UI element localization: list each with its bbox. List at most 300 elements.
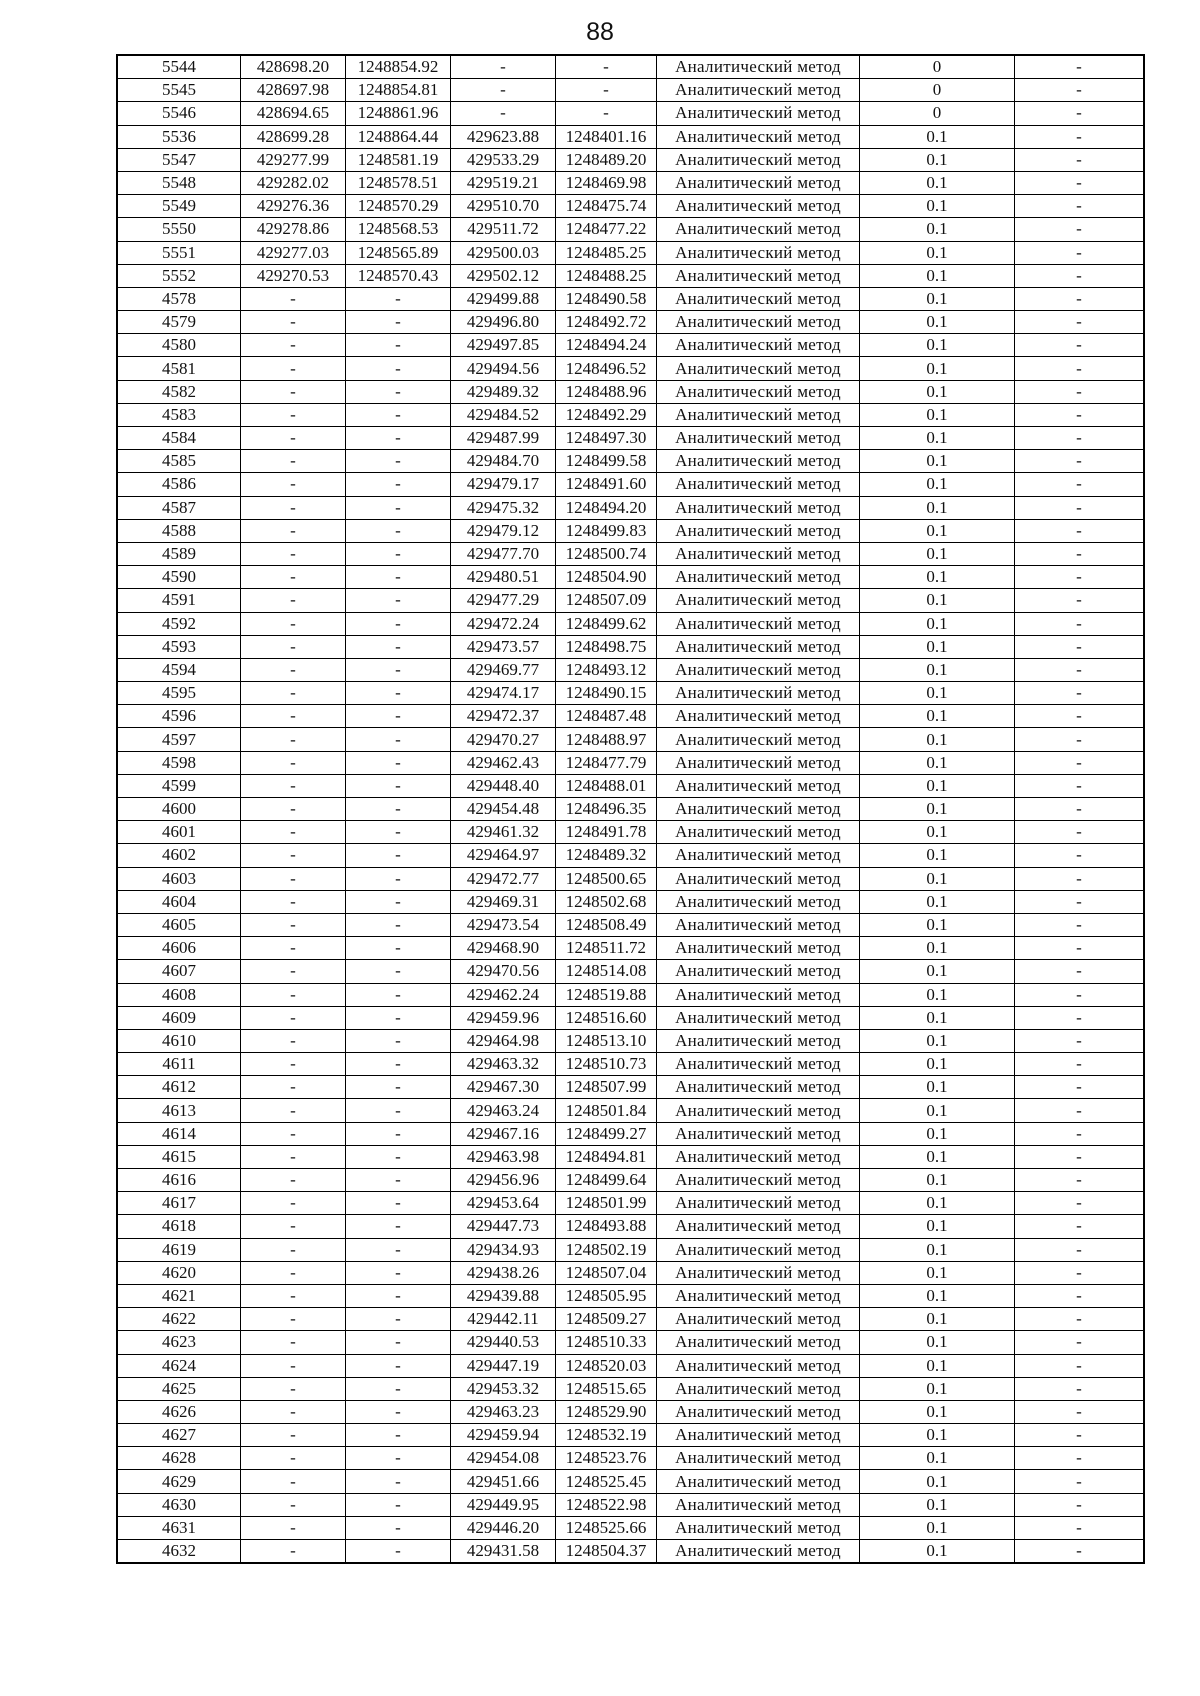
y-old-cell: - (346, 844, 451, 867)
y-new-cell: 1248502.19 (556, 1238, 657, 1261)
accuracy-cell: 0.1 (860, 635, 1015, 658)
method-cell: Аналитический метод (657, 473, 860, 496)
last-cell: - (1015, 311, 1145, 334)
last-cell: - (1015, 102, 1145, 125)
last-cell: - (1015, 612, 1145, 635)
x-old-cell: - (241, 1308, 346, 1331)
y-new-cell: 1248515.65 (556, 1377, 657, 1400)
x-new-cell: 429434.93 (451, 1238, 556, 1261)
y-new-cell: 1248507.04 (556, 1261, 657, 1284)
y-new-cell: 1248504.37 (556, 1540, 657, 1564)
y-old-cell: - (346, 1447, 451, 1470)
method-cell: Аналитический метод (657, 1076, 860, 1099)
point-number-cell: 5549 (117, 195, 241, 218)
method-cell: Аналитический метод (657, 1284, 860, 1307)
y-new-cell: 1248525.66 (556, 1516, 657, 1539)
table-row (117, 1400, 1144, 1423)
coordinates-table-body (117, 55, 1144, 1563)
table-row (117, 241, 1144, 264)
method-cell: Аналитический метод (657, 55, 860, 79)
method-cell: Аналитический метод (657, 542, 860, 565)
point-number-cell: 4587 (117, 496, 241, 519)
x-old-cell: - (241, 1400, 346, 1423)
x-new-cell: 429470.56 (451, 960, 556, 983)
x-old-cell: 428698.20 (241, 55, 346, 79)
x-new-cell: 429470.27 (451, 728, 556, 751)
y-old-cell: - (346, 357, 451, 380)
y-new-cell: 1248516.60 (556, 1006, 657, 1029)
y-old-cell: - (346, 334, 451, 357)
accuracy-cell: 0.1 (860, 937, 1015, 960)
y-new-cell: 1248491.60 (556, 473, 657, 496)
point-number-cell: 4600 (117, 798, 241, 821)
method-cell: Аналитический метод (657, 937, 860, 960)
last-cell: - (1015, 937, 1145, 960)
point-number-cell: 4618 (117, 1215, 241, 1238)
last-cell: - (1015, 658, 1145, 681)
x-new-cell: 429461.32 (451, 821, 556, 844)
y-old-cell: - (346, 1470, 451, 1493)
method-cell: Аналитический метод (657, 1424, 860, 1447)
point-number-cell: 4610 (117, 1029, 241, 1052)
y-old-cell: - (346, 380, 451, 403)
y-old-cell: - (346, 728, 451, 751)
table-row (117, 1424, 1144, 1447)
last-cell: - (1015, 1099, 1145, 1122)
method-cell: Аналитический метод (657, 450, 860, 473)
x-old-cell: - (241, 403, 346, 426)
method-cell: Аналитический метод (657, 1006, 860, 1029)
method-cell: Аналитический метод (657, 148, 860, 171)
accuracy-cell: 0.1 (860, 1284, 1015, 1307)
x-old-cell: 429277.03 (241, 241, 346, 264)
last-cell: - (1015, 1470, 1145, 1493)
y-old-cell: - (346, 1308, 451, 1331)
table-row (117, 1447, 1144, 1470)
accuracy-cell: 0.1 (860, 1354, 1015, 1377)
accuracy-cell: 0.1 (860, 1493, 1015, 1516)
x-new-cell: 429477.29 (451, 589, 556, 612)
last-cell: - (1015, 171, 1145, 194)
accuracy-cell: 0.1 (860, 1099, 1015, 1122)
x-old-cell: - (241, 612, 346, 635)
point-number-cell: 4597 (117, 728, 241, 751)
point-number-cell: 4583 (117, 403, 241, 426)
table-row (117, 937, 1144, 960)
x-new-cell: 429474.17 (451, 682, 556, 705)
table-row (117, 450, 1144, 473)
point-number-cell: 4584 (117, 427, 241, 450)
method-cell: Аналитический метод (657, 844, 860, 867)
y-old-cell: - (346, 658, 451, 681)
last-cell: - (1015, 125, 1145, 148)
y-new-cell: - (556, 55, 657, 79)
y-new-cell: 1248520.03 (556, 1354, 657, 1377)
x-new-cell: 429475.32 (451, 496, 556, 519)
point-number-cell: 4627 (117, 1424, 241, 1447)
x-old-cell: - (241, 1284, 346, 1307)
x-new-cell: 429462.24 (451, 983, 556, 1006)
accuracy-cell: 0.1 (860, 496, 1015, 519)
last-cell: - (1015, 635, 1145, 658)
table-row (117, 102, 1144, 125)
point-number-cell: 4593 (117, 635, 241, 658)
last-cell: - (1015, 1261, 1145, 1284)
table-row (117, 1377, 1144, 1400)
last-cell: - (1015, 821, 1145, 844)
point-number-cell: 5546 (117, 102, 241, 125)
last-cell: - (1015, 1053, 1145, 1076)
accuracy-cell: 0.1 (860, 1424, 1015, 1447)
y-new-cell: 1248492.29 (556, 403, 657, 426)
accuracy-cell: 0.1 (860, 195, 1015, 218)
x-old-cell: - (241, 450, 346, 473)
method-cell: Аналитический метод (657, 311, 860, 334)
x-old-cell: - (241, 1354, 346, 1377)
accuracy-cell: 0.1 (860, 1540, 1015, 1564)
y-old-cell: 1248568.53 (346, 218, 451, 241)
accuracy-cell: 0.1 (860, 218, 1015, 241)
last-cell: - (1015, 357, 1145, 380)
accuracy-cell: 0.1 (860, 1331, 1015, 1354)
accuracy-cell: 0.1 (860, 1029, 1015, 1052)
y-old-cell: - (346, 287, 451, 310)
x-old-cell: 428697.98 (241, 79, 346, 102)
table-row (117, 751, 1144, 774)
last-cell: - (1015, 427, 1145, 450)
method-cell: Аналитический метод (657, 287, 860, 310)
last-cell: - (1015, 705, 1145, 728)
accuracy-cell: 0.1 (860, 1447, 1015, 1470)
x-new-cell: 429447.73 (451, 1215, 556, 1238)
point-number-cell: 4581 (117, 357, 241, 380)
point-number-cell: 4604 (117, 890, 241, 913)
point-number-cell: 4613 (117, 1099, 241, 1122)
accuracy-cell: 0.1 (860, 241, 1015, 264)
method-cell: Аналитический метод (657, 589, 860, 612)
x-old-cell: 428699.28 (241, 125, 346, 148)
accuracy-cell: 0.1 (860, 612, 1015, 635)
accuracy-cell: 0.1 (860, 1192, 1015, 1215)
y-old-cell: - (346, 1400, 451, 1423)
y-new-cell: 1248493.88 (556, 1215, 657, 1238)
last-cell: - (1015, 774, 1145, 797)
x-old-cell: - (241, 913, 346, 936)
x-old-cell: - (241, 960, 346, 983)
accuracy-cell: 0.1 (860, 798, 1015, 821)
x-new-cell: 429468.90 (451, 937, 556, 960)
method-cell: Аналитический метод (657, 1053, 860, 1076)
x-new-cell: 429484.70 (451, 450, 556, 473)
y-new-cell: 1248507.09 (556, 589, 657, 612)
x-new-cell: 429487.99 (451, 427, 556, 450)
x-old-cell: - (241, 1261, 346, 1284)
x-old-cell: - (241, 635, 346, 658)
y-new-cell: 1248475.74 (556, 195, 657, 218)
method-cell: Аналитический метод (657, 658, 860, 681)
accuracy-cell: 0.1 (860, 1377, 1015, 1400)
method-cell: Аналитический метод (657, 960, 860, 983)
point-number-cell: 4586 (117, 473, 241, 496)
method-cell: Аналитический метод (657, 1354, 860, 1377)
table-row (117, 983, 1144, 1006)
y-new-cell: 1248504.90 (556, 566, 657, 589)
y-old-cell: - (346, 589, 451, 612)
method-cell: Аналитический метод (657, 357, 860, 380)
x-new-cell: 429510.70 (451, 195, 556, 218)
y-new-cell: 1248488.97 (556, 728, 657, 751)
y-old-cell: 1248570.29 (346, 195, 451, 218)
point-number-cell: 5552 (117, 264, 241, 287)
table-row (117, 1308, 1144, 1331)
y-new-cell: 1248519.88 (556, 983, 657, 1006)
accuracy-cell: 0.1 (860, 311, 1015, 334)
accuracy-cell: 0.1 (860, 1076, 1015, 1099)
accuracy-cell: 0.1 (860, 334, 1015, 357)
x-old-cell: - (241, 728, 346, 751)
last-cell: - (1015, 264, 1145, 287)
last-cell: - (1015, 1076, 1145, 1099)
last-cell: - (1015, 195, 1145, 218)
accuracy-cell: 0.1 (860, 774, 1015, 797)
point-number-cell: 5544 (117, 55, 241, 79)
last-cell: - (1015, 473, 1145, 496)
method-cell: Аналитический метод (657, 751, 860, 774)
last-cell: - (1015, 566, 1145, 589)
point-number-cell: 4603 (117, 867, 241, 890)
table-row (117, 960, 1144, 983)
method-cell: Аналитический метод (657, 890, 860, 913)
last-cell: - (1015, 287, 1145, 310)
method-cell: Аналитический метод (657, 1029, 860, 1052)
x-old-cell: - (241, 890, 346, 913)
y-old-cell: - (346, 450, 451, 473)
accuracy-cell: 0.1 (860, 867, 1015, 890)
x-old-cell: - (241, 774, 346, 797)
last-cell: - (1015, 1447, 1145, 1470)
y-new-cell: 1248500.65 (556, 867, 657, 890)
last-cell: - (1015, 79, 1145, 102)
x-old-cell: - (241, 983, 346, 1006)
x-new-cell: 429502.12 (451, 264, 556, 287)
table-row (117, 682, 1144, 705)
accuracy-cell: 0.1 (860, 589, 1015, 612)
y-new-cell: 1248514.08 (556, 960, 657, 983)
x-new-cell: 429479.17 (451, 473, 556, 496)
method-cell: Аналитический метод (657, 241, 860, 264)
point-number-cell: 4599 (117, 774, 241, 797)
last-cell: - (1015, 1145, 1145, 1168)
point-number-cell: 4602 (117, 844, 241, 867)
x-old-cell: - (241, 821, 346, 844)
point-number-cell: 4582 (117, 380, 241, 403)
y-new-cell: 1248477.79 (556, 751, 657, 774)
x-new-cell: 429448.40 (451, 774, 556, 797)
x-new-cell: 429496.80 (451, 311, 556, 334)
last-cell: - (1015, 1029, 1145, 1052)
y-old-cell: - (346, 1053, 451, 1076)
x-old-cell: - (241, 473, 346, 496)
x-new-cell: 429469.31 (451, 890, 556, 913)
point-number-cell: 4630 (117, 1493, 241, 1516)
x-new-cell: 429472.24 (451, 612, 556, 635)
y-new-cell: 1248499.64 (556, 1169, 657, 1192)
x-new-cell: 429469.77 (451, 658, 556, 681)
last-cell: - (1015, 1540, 1145, 1564)
x-old-cell: - (241, 1331, 346, 1354)
point-number-cell: 4631 (117, 1516, 241, 1539)
y-new-cell: 1248505.95 (556, 1284, 657, 1307)
accuracy-cell: 0.1 (860, 1169, 1015, 1192)
method-cell: Аналитический метод (657, 821, 860, 844)
y-new-cell: 1248499.58 (556, 450, 657, 473)
method-cell: Аналитический метод (657, 519, 860, 542)
method-cell: Аналитический метод (657, 635, 860, 658)
y-new-cell: 1248490.58 (556, 287, 657, 310)
x-old-cell: - (241, 658, 346, 681)
x-new-cell: 429472.77 (451, 867, 556, 890)
method-cell: Аналитический метод (657, 913, 860, 936)
table-row (117, 1076, 1144, 1099)
method-cell: Аналитический метод (657, 264, 860, 287)
accuracy-cell: 0 (860, 55, 1015, 79)
last-cell: - (1015, 148, 1145, 171)
x-old-cell: - (241, 519, 346, 542)
accuracy-cell: 0.1 (860, 844, 1015, 867)
y-new-cell: 1248529.90 (556, 1400, 657, 1423)
x-new-cell: 429477.70 (451, 542, 556, 565)
y-new-cell: 1248494.81 (556, 1145, 657, 1168)
y-new-cell: 1248488.25 (556, 264, 657, 287)
x-new-cell: 429473.54 (451, 913, 556, 936)
y-new-cell: 1248511.72 (556, 937, 657, 960)
accuracy-cell: 0.1 (860, 125, 1015, 148)
accuracy-cell: 0.1 (860, 1215, 1015, 1238)
y-old-cell: - (346, 311, 451, 334)
x-old-cell: - (241, 798, 346, 821)
point-number-cell: 4591 (117, 589, 241, 612)
y-old-cell: - (346, 1006, 451, 1029)
y-old-cell: - (346, 1424, 451, 1447)
y-old-cell: - (346, 1238, 451, 1261)
y-new-cell: 1248497.30 (556, 427, 657, 450)
point-number-cell: 4579 (117, 311, 241, 334)
accuracy-cell: 0.1 (860, 1238, 1015, 1261)
y-new-cell: - (556, 79, 657, 102)
last-cell: - (1015, 1516, 1145, 1539)
point-number-cell: 4612 (117, 1076, 241, 1099)
x-new-cell: 429494.56 (451, 357, 556, 380)
x-old-cell: - (241, 1540, 346, 1564)
x-new-cell: - (451, 55, 556, 79)
accuracy-cell: 0.1 (860, 519, 1015, 542)
accuracy-cell: 0.1 (860, 1145, 1015, 1168)
last-cell: - (1015, 844, 1145, 867)
method-cell: Аналитический метод (657, 1169, 860, 1192)
accuracy-cell: 0.1 (860, 287, 1015, 310)
last-cell: - (1015, 728, 1145, 751)
method-cell: Аналитический метод (657, 1099, 860, 1122)
x-old-cell: - (241, 937, 346, 960)
last-cell: - (1015, 542, 1145, 565)
method-cell: Аналитический метод (657, 983, 860, 1006)
last-cell: - (1015, 1377, 1145, 1400)
x-new-cell: - (451, 79, 556, 102)
table-row (117, 1261, 1144, 1284)
x-new-cell: 429459.94 (451, 1424, 556, 1447)
method-cell: Аналитический метод (657, 102, 860, 125)
x-new-cell: 429462.43 (451, 751, 556, 774)
y-old-cell: - (346, 867, 451, 890)
x-new-cell: 429473.57 (451, 635, 556, 658)
accuracy-cell: 0.1 (860, 1053, 1015, 1076)
x-old-cell: - (241, 1076, 346, 1099)
point-number-cell: 4623 (117, 1331, 241, 1354)
point-number-cell: 4621 (117, 1284, 241, 1307)
table-row (117, 218, 1144, 241)
last-cell: - (1015, 798, 1145, 821)
accuracy-cell: 0.1 (860, 751, 1015, 774)
x-new-cell: 429446.20 (451, 1516, 556, 1539)
table-row (117, 705, 1144, 728)
table-row (117, 287, 1144, 310)
table-row (117, 79, 1144, 102)
accuracy-cell: 0.1 (860, 1470, 1015, 1493)
x-new-cell: - (451, 102, 556, 125)
y-new-cell: 1248469.98 (556, 171, 657, 194)
y-old-cell: - (346, 1169, 451, 1192)
x-new-cell: 429439.88 (451, 1284, 556, 1307)
y-old-cell: - (346, 1354, 451, 1377)
x-old-cell: - (241, 844, 346, 867)
y-old-cell: - (346, 913, 451, 936)
y-new-cell: 1248510.73 (556, 1053, 657, 1076)
y-new-cell: 1248525.45 (556, 1470, 657, 1493)
y-old-cell: - (346, 960, 451, 983)
y-new-cell: 1248510.33 (556, 1331, 657, 1354)
x-old-cell: - (241, 427, 346, 450)
table-row (117, 403, 1144, 426)
y-new-cell: 1248532.19 (556, 1424, 657, 1447)
x-new-cell: 429500.03 (451, 241, 556, 264)
x-old-cell: - (241, 751, 346, 774)
point-number-cell: 4625 (117, 1377, 241, 1400)
point-number-cell: 4614 (117, 1122, 241, 1145)
y-new-cell: 1248502.68 (556, 890, 657, 913)
table-row (117, 566, 1144, 589)
table-row (117, 1354, 1144, 1377)
point-number-cell: 4624 (117, 1354, 241, 1377)
last-cell: - (1015, 1424, 1145, 1447)
x-new-cell: 429459.96 (451, 1006, 556, 1029)
point-number-cell: 4590 (117, 566, 241, 589)
x-new-cell: 429449.95 (451, 1493, 556, 1516)
point-number-cell: 4619 (117, 1238, 241, 1261)
point-number-cell: 4632 (117, 1540, 241, 1564)
accuracy-cell: 0.1 (860, 1400, 1015, 1423)
point-number-cell: 4622 (117, 1308, 241, 1331)
point-number-cell: 4592 (117, 612, 241, 635)
y-old-cell: - (346, 1192, 451, 1215)
x-old-cell: - (241, 334, 346, 357)
y-old-cell: 1248864.44 (346, 125, 451, 148)
y-new-cell: 1248508.49 (556, 913, 657, 936)
x-new-cell: 429480.51 (451, 566, 556, 589)
table-row (117, 1169, 1144, 1192)
table-row (117, 774, 1144, 797)
point-number-cell: 4617 (117, 1192, 241, 1215)
table-row (117, 264, 1144, 287)
